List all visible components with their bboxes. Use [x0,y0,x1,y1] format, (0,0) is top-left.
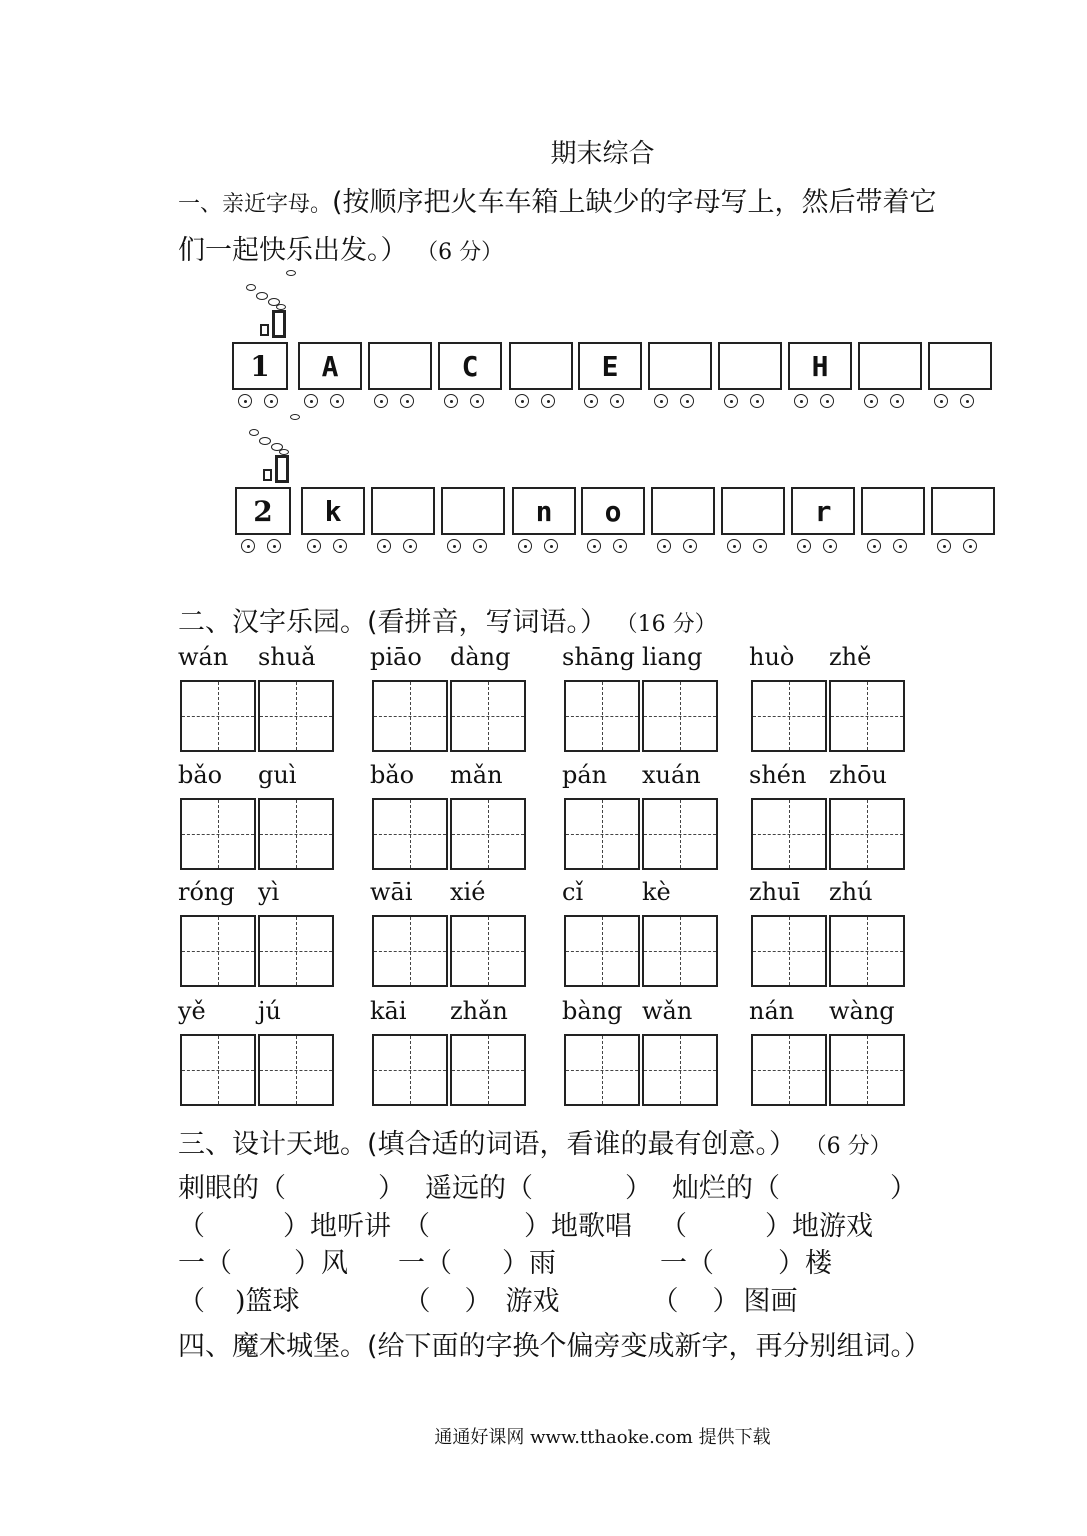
train-engine: 1 [232,342,288,390]
fill-text: 一（ [178,1248,232,1279]
fill-text: （ [651,1286,679,1317]
footer: 通通好课网 www.tthaoke.com 提供下载 [434,1427,771,1448]
pinyin-label: zhú [829,878,873,906]
smoke-icon [279,449,289,455]
train-car: E [578,342,642,390]
wheel-icon [444,394,458,408]
wheel-icon [960,394,974,408]
section4-heading [178,1324,931,1363]
section3-heading-body: (填合适的词语，看谁的最有创意。） [367,1129,797,1160]
train-car[interactable] [651,487,715,535]
train-car: C [438,342,502,390]
window-icon [263,469,272,481]
train-car: r [791,487,855,535]
character-grid-box[interactable] [450,1034,526,1106]
wheel-icon [610,394,624,408]
wheel-icon [963,539,977,553]
pinyin-label: kè [642,878,671,906]
character-grid-box[interactable] [642,680,718,752]
wheel-icon [797,539,811,553]
fill-text: ）地歌唱 [524,1211,632,1242]
wheel-icon [544,539,558,553]
pinyin-label: cǐ [562,878,584,906]
fill-text: )篮球 [235,1286,300,1317]
fill-text: ）楼 [778,1248,832,1279]
train-car[interactable] [371,487,435,535]
section1-heading-body: (按顺序把火车车箱上缺少的字母写上，然后带着它 [332,187,937,218]
character-grid-box[interactable] [372,798,448,870]
wheel-icon [473,539,487,553]
pinyin-label: dàng [450,643,511,671]
wheel-icon [657,539,671,553]
character-grid-box[interactable] [829,680,905,752]
wheel-icon [304,394,318,408]
fill-text: ） [464,1286,492,1317]
fill-text: 游戏 [505,1286,560,1317]
wheel-icon [307,539,321,553]
fill-text: 一（ [398,1248,452,1279]
train-car: H [788,342,852,390]
wheel-icon [264,394,278,408]
pinyin-label: yě [178,997,206,1025]
character-grid-box[interactable] [642,1034,718,1106]
train-car[interactable] [721,487,785,535]
fill-line-4 [178,1279,798,1318]
fill-line-2 [178,1204,873,1243]
section1-heading [178,180,937,219]
wheel-icon [330,394,344,408]
character-grid-box[interactable] [751,798,827,870]
pinyin-label: wàng [829,997,895,1025]
section1-heading-prefix: 一、亲近字母。 [178,192,333,217]
section3-score: （6 分） [804,1134,892,1159]
pinyin-label: bǎo [370,761,415,789]
character-grid-box[interactable] [564,1034,640,1106]
pinyin-label: zhě [829,643,872,671]
smoke-icon [249,429,259,436]
character-grid-box[interactable] [258,1034,334,1106]
train-car: k [301,487,365,535]
pinyin-label: pán [562,761,608,789]
pinyin-label: shāng [562,643,635,671]
wheel-icon [934,394,948,408]
pinyin-label: zhǎn [450,997,508,1025]
fill-text: ）风 [294,1248,348,1279]
wheel-icon [753,539,767,553]
pinyin-label: shuǎ [258,643,316,671]
wheel-icon [727,539,741,553]
fill-text: ） [712,1286,740,1317]
pinyin-label: jú [258,997,281,1025]
smoke-icon [276,304,286,310]
window-icon [260,324,269,336]
pinyin-label: guì [258,761,297,789]
pinyin-label: liang [642,643,703,671]
wheel-icon [613,539,627,553]
train-engine: 2 [235,487,291,535]
character-grid-box[interactable] [450,798,526,870]
train-car[interactable] [441,487,505,535]
character-grid-box[interactable] [372,1034,448,1106]
character-grid-box[interactable] [642,915,718,987]
wheel-icon [587,539,601,553]
wheel-icon [750,394,764,408]
wheel-icon [724,394,738,408]
character-grid-box[interactable] [450,680,526,752]
character-grid-box[interactable] [829,1034,905,1106]
wheel-icon [374,394,388,408]
fill-text: 遥远的（ [425,1173,533,1204]
pinyin-label: yì [258,878,280,906]
wheel-icon [820,394,834,408]
train-car[interactable] [509,342,573,390]
smoke-icon [286,270,296,276]
pinyin-label: zhuī [749,878,801,906]
wheel-icon [333,539,347,553]
section1-heading-line2-text: 们一起快乐出发。） [178,235,408,266]
character-grid-box[interactable] [372,680,448,752]
wheel-icon [518,539,532,553]
section4-heading-body: (给下面的字换个偏旁变成新字，再分别组词。） [367,1331,932,1362]
section4-heading-prefix: 四、魔术城堡。 [178,1331,367,1362]
train-car[interactable] [931,487,995,535]
train-car[interactable] [928,342,992,390]
character-grid-box[interactable] [258,680,334,752]
train-car: o [581,487,645,535]
section3-heading [178,1122,892,1161]
fill-text: 一（ [660,1248,714,1279]
wheel-icon [400,394,414,408]
wheel-icon [937,539,951,553]
train-car: n [512,487,576,535]
wheel-icon [890,394,904,408]
fill-text: ） [890,1173,917,1204]
wheel-icon [584,394,598,408]
wheel-icon [794,394,808,408]
wheel-icon [470,394,484,408]
character-grid-box[interactable] [180,798,256,870]
fill-text: （ [660,1211,687,1242]
fill-text: （ [178,1211,205,1242]
character-grid-box[interactable] [372,915,448,987]
character-grid-box[interactable] [751,915,827,987]
wheel-icon [823,539,837,553]
character-grid-box[interactable] [180,1034,256,1106]
pinyin-label: wāi [370,878,413,906]
fill-text: （ [178,1286,205,1317]
fill-text: ） [378,1173,405,1204]
smoke-icon [256,292,268,300]
page-title: 期末综合 [550,139,655,169]
character-grid-box[interactable] [829,915,905,987]
character-grid-box[interactable] [258,915,334,987]
fill-text: 灿烂的（ [672,1173,780,1204]
wheel-icon [541,394,555,408]
section3-heading-prefix: 三、设计天地。 [178,1129,367,1160]
fill-text: 刺眼的（ [178,1173,286,1204]
wheel-icon [867,539,881,553]
train-car: A [298,342,362,390]
character-grid-box[interactable] [642,798,718,870]
fill-text: （ [403,1286,431,1317]
pinyin-label: huò [749,643,795,671]
character-grid-box[interactable] [751,1034,827,1106]
wheel-icon [267,539,281,553]
section1-score: （6 分） [416,240,504,265]
chimney-icon [275,455,289,483]
chimney-icon [272,310,286,338]
character-grid-box[interactable] [564,798,640,870]
character-grid-box[interactable] [751,680,827,752]
section2-heading-prefix: 二、汉字乐园。 [178,607,367,638]
pinyin-label: bǎo [178,761,223,789]
wheel-icon [893,539,907,553]
character-grid-box[interactable] [564,680,640,752]
section2-heading [178,600,717,639]
character-grid-box[interactable] [829,798,905,870]
smoke-icon [259,437,271,445]
wheel-icon [377,539,391,553]
section2-heading-body: (看拼音，写词语。） [367,607,608,638]
pinyin-label: mǎn [450,761,503,789]
fill-text: 图画 [743,1286,798,1317]
fill-text: ）地游戏 [765,1211,873,1242]
character-grid-box[interactable] [258,798,334,870]
pinyin-label: nán [749,997,795,1025]
train-car[interactable] [648,342,712,390]
wheel-icon [241,539,255,553]
wheel-icon [447,539,461,553]
section2-score: （16 分） [615,612,717,637]
fill-text: ）雨 [502,1248,556,1279]
pinyin-label: bàng [562,997,623,1025]
fill-line-3 [178,1241,832,1280]
pinyin-label: wán [178,643,229,671]
character-grid-box[interactable] [180,915,256,987]
character-grid-box[interactable] [450,915,526,987]
train-car[interactable] [718,342,782,390]
wheel-icon [515,394,529,408]
pinyin-label: piāo [370,643,422,671]
train-car[interactable] [861,487,925,535]
wheel-icon [680,394,694,408]
character-grid-box[interactable] [564,915,640,987]
pinyin-label: xié [450,878,486,906]
wheel-icon [403,539,417,553]
pinyin-label: róng [178,878,235,906]
pinyin-label: shén [749,761,807,789]
train-car[interactable] [858,342,922,390]
smoke-icon [290,414,300,420]
fill-line-1 [178,1166,917,1205]
wheel-icon [864,394,878,408]
fill-text: ）地听讲 [283,1211,391,1242]
pinyin-label: kāi [370,997,407,1025]
pinyin-label: xuán [642,761,701,789]
wheel-icon [238,394,252,408]
pinyin-label: zhōu [829,761,888,789]
fill-text: （ [403,1211,430,1242]
wheel-icon [654,394,668,408]
wheel-icon [683,539,697,553]
train-car[interactable] [368,342,432,390]
character-grid-box[interactable] [180,680,256,752]
fill-text: ） [625,1173,652,1204]
section1-heading-line2 [178,228,503,267]
smoke-icon [246,284,256,291]
pinyin-label: wǎn [642,997,693,1025]
